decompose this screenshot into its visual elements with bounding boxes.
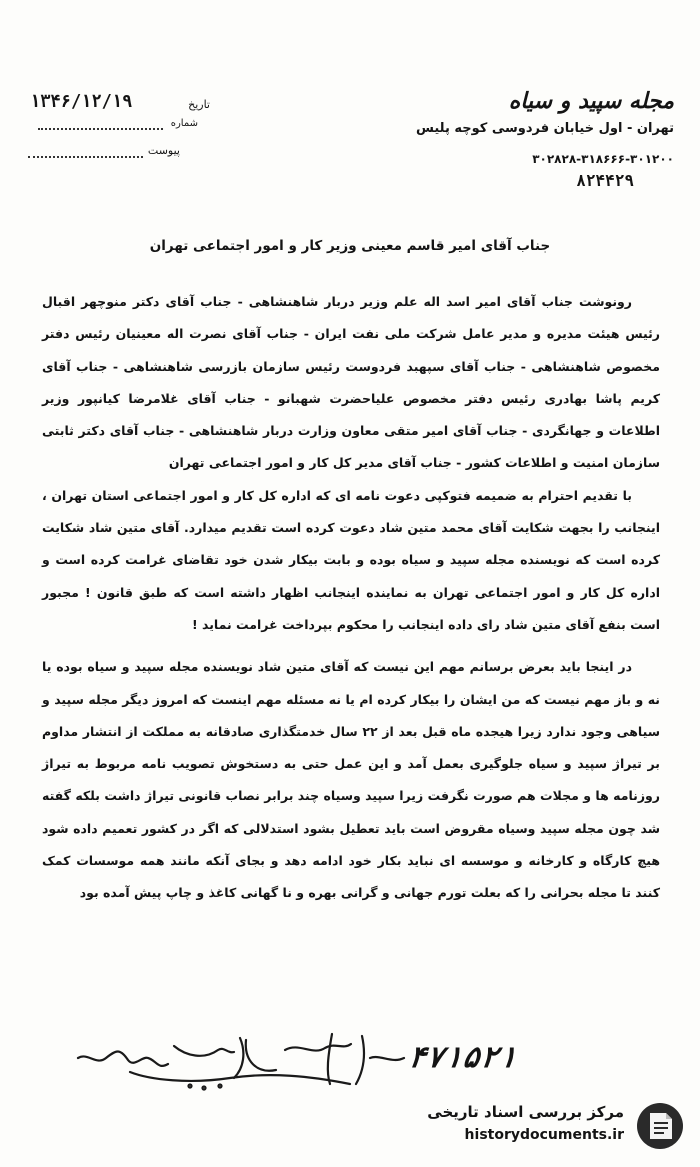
text-line: سیاهی وجود ندارد زیرا هیجده ماه قبل بعد از ۲۲ سال خدمتگذاری صادقانه به مملکت از انتشار xyxy=(82,723,660,739)
text-line: کرده است که نویسنده مجله سپید و سیاه بوده و بابت بیکار شدن خود تقاضای غرامت کرده است و اداره xyxy=(42,552,661,600)
attachment-label: پیوست xyxy=(147,144,180,157)
publication-name: مجله سپید و سیاه xyxy=(508,88,674,114)
registration-number: ۸۲۴۴۲۹ xyxy=(576,171,634,190)
attachment-dotted-line xyxy=(28,156,143,158)
text-line: جهانگردی - جناب آقای امیر متقی معاون وزارت دربار شاهنشاهی - جناب آقای دکتر ثابتی سازمان xyxy=(42,423,660,471)
text-line: مداوم بر تیراژ سپید و سیاه جلوگیری بعمل آمد و این عمل حتی به دستخوش تصویب نامه مربوط به تیراژ xyxy=(42,723,660,772)
text-line: مخصوص شاهنشاهی - جناب آقای سپهبد فردوست رئیس سازمان بازرسی شاهنشاهی - جناب آقای xyxy=(42,358,660,374)
text-line: امنیت و اطلاعات کشور - جناب آقای مدیر کل کار و امور اجتماعی تهران xyxy=(168,455,609,471)
number-dotted-line xyxy=(38,128,163,130)
date-value: ۱۳۴۶/۱۲/۱۹ xyxy=(30,91,133,113)
text-line: در اینجا باید بعرض برسانم مهم این نیست که آقای متین شاد نویسنده مجله سپید و سیاه بوده xyxy=(56,659,632,675)
watermark-title: مرکز بررسی اسناد تاریخی xyxy=(427,1103,624,1121)
document-archive-icon xyxy=(634,1101,686,1151)
attachment-row xyxy=(28,138,238,168)
watermark-url[interactable]: historydocuments.ir xyxy=(464,1127,624,1143)
paragraph-complaint xyxy=(42,480,660,641)
date-label: تاریخ xyxy=(188,98,210,111)
number-row xyxy=(28,114,238,138)
text-line: رونوشت جناب آقای امیر اسد اله علم وزیر دربار شاهنشاهی - جناب آقای دکتر منوچهر اقبال xyxy=(42,294,632,309)
letter-meta-block xyxy=(28,92,238,168)
handwritten-signature xyxy=(70,1028,430,1098)
text-line: آقای متین شاد رای داده اینجانب را محکوم بپرداخت غرامت نماید ! xyxy=(191,616,595,632)
paragraph-explanation xyxy=(42,651,660,909)
paragraph-copies xyxy=(42,286,660,480)
letterhead xyxy=(404,86,674,192)
addressee-line: جناب آقای امیر قاسم معینی وزیر کار و امور اجتماعی تهران xyxy=(149,238,551,254)
text-line: کنند تا مجله بحرانی را که بعلت تورم جهانی و گرانی بهره و نا گهانی کاغذ و چاپ پیش آمده بود xyxy=(79,885,660,901)
document-number: ۴۷۱۵۲۱ xyxy=(405,1040,519,1075)
text-line: هیچ کارگاه و کارخانه و موسسه ای نباید بکار خود ادامه دهد و بجای آنکه مانند همه موسسات کمک xyxy=(42,853,660,869)
text-line: یا نه و باز مهم نیست که من ایشان را بیکار کرده ام یا نه مسئله مهم اینست که امروز دیگر مجله سپید و xyxy=(42,659,660,707)
text-line: کریم پاشا بهادری رئیس دفتر مخصوص علیاحضرت شهبانو - جناب آقای غلامرضا کیانپور وزیر اطلاعات و xyxy=(42,390,661,439)
text-line: با تقدیم احترام به ضمیمه فتوکپی دعوت نامه ای که اداره کل کار و امور اجتماعی استان تهران ، xyxy=(42,487,632,503)
number-label: شماره xyxy=(170,118,198,129)
text-line: اینجانب را بجهت شکایت آقای محمد متین شاد دعوت کرده است تقدیم میدارد. آقای متین شاد شکایت xyxy=(42,520,660,536)
publication-phones: ۳۰۲۸۲۸-۳۱۸۶۶۶-۳۰۱۲۰۰ xyxy=(532,152,674,166)
archive-watermark xyxy=(396,1101,686,1151)
text-line: شد چون مجله سپید وسیاه مقروض است باید تعطیل بشود استدلالی که اگر در کشور تعمیم داده شود xyxy=(42,820,660,836)
date-row xyxy=(28,92,238,114)
text-line: رئیس هیئت مدیره و مدیر عامل شرکت ملی نفت ایران - جناب آقای نصرت اله معینیان رئیس دفتر xyxy=(42,326,660,342)
text-line: روزنامه ها و مجلات هم صورت نگرفت زیرا سپید وسیاه چند برابر نصاب قانونی تیراژ داشت بلکه گفته xyxy=(42,788,660,804)
letter-body xyxy=(42,286,660,910)
publication-address: تهران - اول خیابان فردوسی کوچه پلیس xyxy=(415,121,674,136)
text-line: کل کار و امور اجتماعی تهران به نماینده اینجانب اظهار داشته است که طبق قانون ! مجبور است بنفع xyxy=(42,584,660,632)
